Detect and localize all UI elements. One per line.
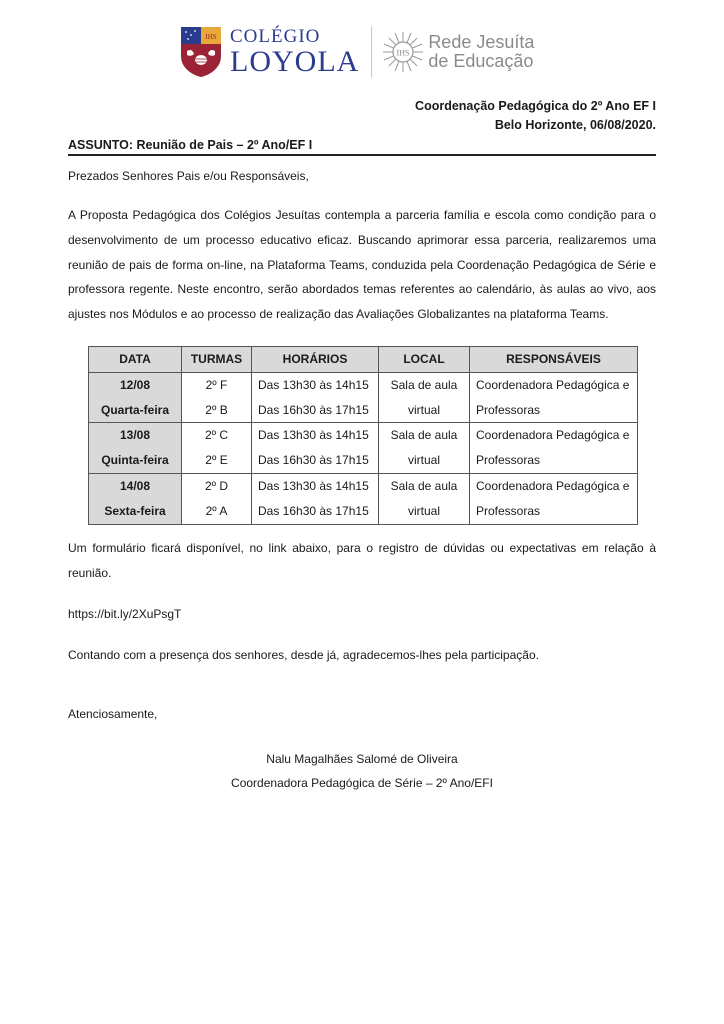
header-local: LOCAL (379, 347, 470, 373)
colegio-loyola-crest-icon (180, 26, 222, 78)
closing: Atenciosamente, (68, 707, 158, 721)
local-cell (379, 473, 470, 524)
intro-paragraph: A Proposta Pedagógica dos Colégios Jesuítas contempla a parceria família e escola como condição para o desenvolvimento de um processo educativo eficaz. Buscando aprimorar essa parceria, realizaremos uma reunião de pais de forma on-line, na Plataforma Teams, conduzida pela Coordenação Pedagógica de Série e professora regente. Neste encontro, serão abordados temas referentes ao calendário, às aulas ao vivo, aos ajustes nos Módulos e ao processo de realização das Avaliações Globalizantes na plataforma Teams. (68, 208, 656, 322)
header-responsaveis: RESPONSÁVEIS (470, 347, 638, 373)
horario: Das 16h30 às 17h15 (258, 453, 369, 468)
school-name-small: COLÉGIO (230, 26, 321, 47)
date: 12/08 (119, 377, 151, 392)
form-paragraph: Um formulário ficará disponível, no link abaixo, para o registro de dúvidas ou expectativas em relação à reunião. (68, 541, 656, 580)
local-line: virtual (407, 402, 440, 417)
coordination-title: Coordenação Pedagógica do 2º Ano EF I (415, 99, 656, 113)
signature-name: Nalu Magalhães Salomé de Oliveira (266, 752, 458, 766)
turma: 2º D (204, 478, 229, 493)
header-logos (180, 22, 534, 82)
network-name-line2: de Educação (428, 51, 534, 71)
horario: Das 13h30 às 14h15 (258, 478, 369, 493)
turma: 2º B (205, 402, 228, 417)
turmas-cell (182, 473, 252, 524)
crest-monogram: IHS (205, 33, 217, 41)
local-line: Sala de aula (390, 478, 458, 493)
local-line: virtual (407, 503, 440, 518)
turmas-cell (182, 423, 252, 474)
local-line: Sala de aula (390, 428, 458, 443)
horarios-cell (252, 423, 379, 474)
responsaveis-cell (470, 372, 638, 423)
turma: 2º C (204, 428, 229, 443)
turmas-cell (182, 372, 252, 423)
table-header-row (89, 347, 638, 373)
responsaveis-cell (470, 423, 638, 474)
weekday: Quarta-feira (100, 402, 170, 417)
table-row (89, 473, 638, 524)
signature-role: Coordenadora Pedagógica de Série – 2º Ano/EFI (231, 776, 493, 790)
responsaveis-line: Coordenadora Pedagógica e (476, 377, 630, 392)
date-cell (89, 473, 182, 524)
date: 13/08 (119, 428, 151, 443)
weekday: Quinta-feira (101, 453, 169, 468)
network-name-line1: Rede Jesuíta (428, 32, 535, 53)
turma: 2º E (205, 453, 228, 468)
responsaveis-line: Professoras (476, 503, 541, 518)
horarios-cell (252, 473, 379, 524)
table-row (89, 372, 638, 423)
header-horarios: HORÁRIOS (252, 347, 379, 373)
weekday: Sexta-feira (104, 503, 166, 518)
coordination-block (415, 97, 656, 135)
header-turmas: TURMAS (182, 347, 252, 373)
date-cell (89, 372, 182, 423)
thanks-paragraph: Contando com a presença dos senhores, desde já, agradecemos-lhes pela participação. (68, 648, 539, 662)
date: 14/08 (119, 478, 151, 493)
subject-divider (68, 154, 656, 156)
logo-divider (371, 26, 372, 78)
school-name (230, 27, 359, 77)
form-link[interactable]: https://bit.ly/2XuPsgT (68, 607, 182, 621)
turma: 2º A (205, 503, 228, 518)
local-line: virtual (407, 453, 440, 468)
local-cell (379, 423, 470, 474)
jesuit-sun-icon (382, 31, 424, 73)
horario: Das 16h30 às 17h15 (258, 402, 369, 417)
horario: Das 13h30 às 14h15 (258, 428, 369, 443)
sun-monogram: IHS (396, 48, 410, 58)
date-cell (89, 423, 182, 474)
table-row (89, 423, 638, 474)
school-name-big: LOYOLA (230, 45, 360, 78)
turma: 2º F (205, 377, 228, 392)
responsaveis-line: Professoras (476, 402, 541, 417)
subject-line: ASSUNTO: Reunião de Pais – 2º Ano/EF I (68, 138, 313, 152)
local-line: Sala de aula (390, 377, 458, 392)
header-data: DATA (89, 347, 182, 373)
meeting-schedule-table (88, 346, 638, 525)
responsaveis-line: Coordenadora Pedagógica e (476, 478, 630, 493)
responsaveis-line: Coordenadora Pedagógica e (476, 428, 630, 443)
horario: Das 16h30 às 17h15 (258, 503, 369, 518)
horarios-cell (252, 372, 379, 423)
network-name (428, 33, 534, 71)
responsaveis-cell (470, 473, 638, 524)
local-cell (379, 372, 470, 423)
horario: Das 13h30 às 14h15 (258, 377, 369, 392)
responsaveis-line: Professoras (476, 453, 541, 468)
place-date: Belo Horizonte, 06/08/2020. (494, 118, 656, 132)
greeting: Prezados Senhores Pais e/ou Responsáveis, (68, 169, 309, 183)
